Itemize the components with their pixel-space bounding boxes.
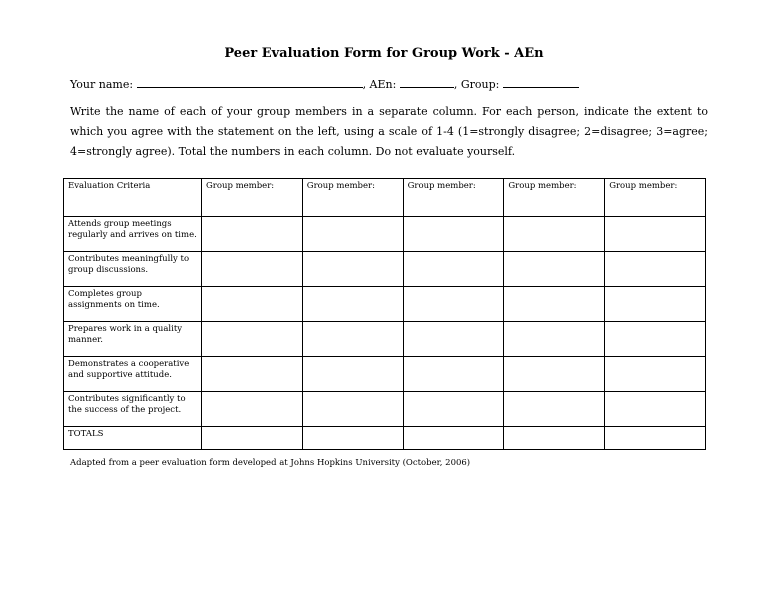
table-row <box>64 322 706 357</box>
footer-note: Adapted from a peer evaluation form developed at Johns Hopkins University (October, 2006) <box>70 458 471 468</box>
total-cell[interactable] <box>504 427 605 450</box>
score-cell[interactable] <box>504 322 605 357</box>
header-group-member-4: Group member: <box>504 179 605 217</box>
header-evaluation-criteria: Evaluation Criteria <box>64 179 202 217</box>
table-row <box>64 357 706 392</box>
total-cell[interactable] <box>605 427 706 450</box>
score-cell[interactable] <box>504 287 605 322</box>
score-cell[interactable] <box>202 322 303 357</box>
criteria-cell: Contributes significantly to the success of the project. <box>64 392 202 427</box>
your-name-label: Your name: <box>70 78 134 91</box>
table-row <box>64 392 706 427</box>
score-cell[interactable] <box>403 322 504 357</box>
criteria-cell: Completes group assignments on time. <box>64 287 202 322</box>
score-cell[interactable] <box>302 252 403 287</box>
table-row <box>64 217 706 252</box>
score-cell[interactable] <box>504 357 605 392</box>
total-cell[interactable] <box>202 427 303 450</box>
totals-label: TOTALS <box>64 427 202 450</box>
criteria-cell: Attends group meetings regularly and arrives on time. <box>64 217 202 252</box>
score-cell[interactable] <box>403 287 504 322</box>
total-cell[interactable] <box>403 427 504 450</box>
total-cell[interactable] <box>302 427 403 450</box>
score-cell[interactable] <box>302 217 403 252</box>
score-cell[interactable] <box>504 217 605 252</box>
score-cell[interactable] <box>302 287 403 322</box>
score-cell[interactable] <box>202 252 303 287</box>
criteria-cell: Contributes meaningfully to group discussions. <box>64 252 202 287</box>
score-cell[interactable] <box>605 322 706 357</box>
criteria-cell: Demonstrates a cooperative and supportive attitude. <box>64 357 202 392</box>
header-group-member-5: Group member: <box>605 179 706 217</box>
score-cell[interactable] <box>202 392 303 427</box>
criteria-cell: Prepares work in a quality manner. <box>64 322 202 357</box>
group-field[interactable] <box>503 77 579 88</box>
group-label: , Group: <box>453 78 500 91</box>
totals-row <box>64 427 706 450</box>
score-cell[interactable] <box>302 357 403 392</box>
score-cell[interactable] <box>302 322 403 357</box>
score-cell[interactable] <box>202 357 303 392</box>
name-line <box>70 77 579 91</box>
score-cell[interactable] <box>605 217 706 252</box>
score-cell[interactable] <box>605 357 706 392</box>
score-cell[interactable] <box>605 287 706 322</box>
score-cell[interactable] <box>605 252 706 287</box>
your-name-field[interactable] <box>137 77 363 88</box>
score-cell[interactable] <box>202 217 303 252</box>
score-cell[interactable] <box>202 287 303 322</box>
score-cell[interactable] <box>403 217 504 252</box>
table-row <box>64 287 706 322</box>
score-cell[interactable] <box>403 392 504 427</box>
score-cell[interactable] <box>504 392 605 427</box>
aen-label: , AEn: <box>362 78 397 91</box>
score-cell[interactable] <box>403 252 504 287</box>
page-title: Peer Evaluation Form for Group Work - AEn <box>224 46 544 61</box>
header-group-member-1: Group member: <box>202 179 303 217</box>
header-group-member-3: Group member: <box>403 179 504 217</box>
score-cell[interactable] <box>605 392 706 427</box>
evaluation-table <box>63 178 706 450</box>
table-row <box>64 252 706 287</box>
table-header-row <box>64 179 706 217</box>
score-cell[interactable] <box>403 357 504 392</box>
header-group-member-2: Group member: <box>302 179 403 217</box>
score-cell[interactable] <box>302 392 403 427</box>
score-cell[interactable] <box>504 252 605 287</box>
instructions-paragraph: Write the name of each of your group members in a separate column. For each person, indicate the extent to which you agree with the statement on the left, using a scale of 1-4 (1=strongly disagree; 2=disagree; 3=agree; 4=strongly agree). Total the numbers in each column. Do not evaluate yourself. <box>70 105 708 158</box>
aen-field[interactable] <box>400 77 454 88</box>
